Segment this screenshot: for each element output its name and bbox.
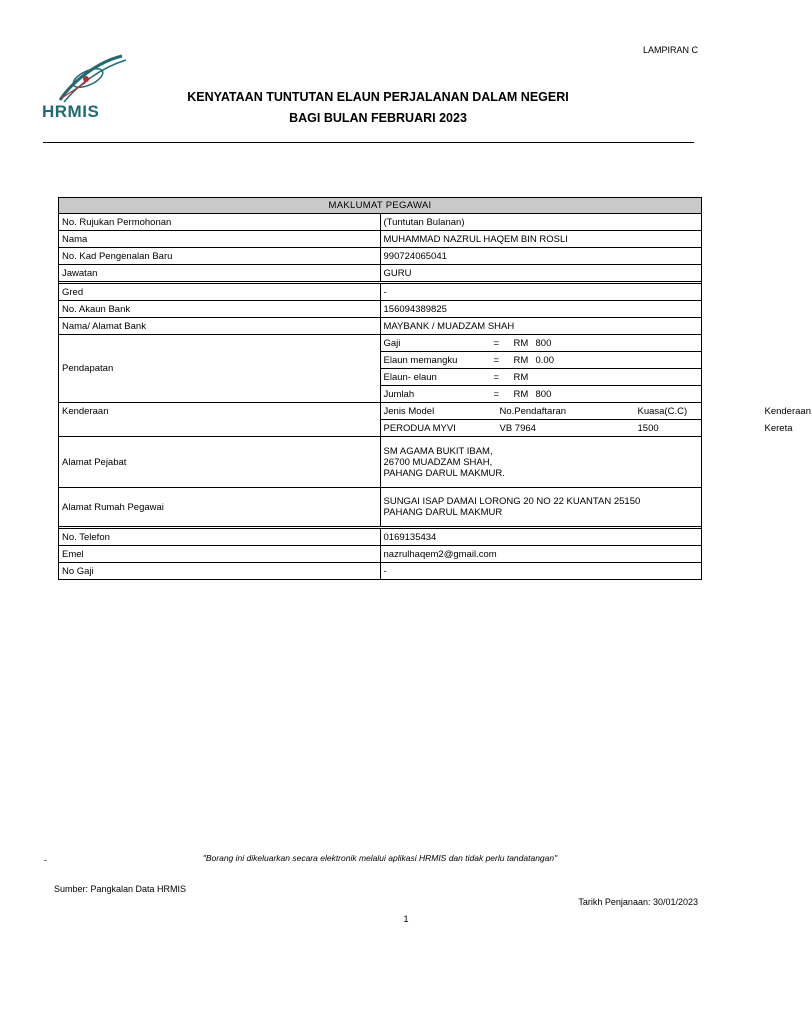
row-label: No. Rujukan Permohonan	[59, 214, 381, 231]
income-currency: RM	[513, 388, 529, 400]
income-currency: RM	[513, 371, 529, 383]
income-name: Elaun memangku	[383, 354, 458, 366]
vehicle-header-reg: No.Pendaftaran	[499, 405, 567, 417]
logo-text: HRMIS	[42, 102, 100, 121]
generated-date: Tarikh Penjanaan: 30/01/2023	[578, 897, 698, 907]
income-item	[380, 335, 702, 352]
electronic-form-note: "Borang ini dikeluarkan secara elektronik melalui aplikasi HRMIS dan tidak perlu tandatangan"	[202, 853, 558, 863]
office-address-row	[59, 437, 702, 488]
table-row	[59, 265, 702, 282]
home-address-value: SUNGAI ISAP DAMAI LORONG 20 NO 22 KUANTAN 25150 PAHANG DARUL MAKMUR	[380, 488, 702, 527]
header-divider	[43, 142, 694, 143]
row-label: Gred	[59, 284, 381, 301]
income-amount	[536, 372, 699, 383]
home-address-row	[59, 488, 702, 527]
table-row	[59, 214, 702, 231]
income-item	[380, 386, 702, 403]
income-label: Pendapatan	[59, 335, 381, 403]
footer-dash: -	[44, 855, 47, 865]
page-subtitle: BAGI BULAN FEBRUARI 2023	[289, 111, 467, 125]
row-value: (Tuntutan Bulanan)	[380, 214, 702, 231]
attachment-label: LAMPIRAN C	[642, 45, 698, 55]
table-section-title: MAKLUMAT PEGAWAI	[59, 198, 702, 214]
office-address-value: SM AGAMA BUKIT IBAM, 26700 MUADZAM SHAH, PAHANG DARUL MAKMUR.	[380, 437, 702, 488]
income-name: Jumlah	[383, 388, 415, 400]
row-label: No. Telefon	[59, 529, 381, 546]
vehicle-header-cc: Kuasa(C.C)	[637, 405, 688, 417]
income-name: Gaji	[383, 337, 401, 349]
table-row	[59, 546, 702, 563]
income-currency: RM	[513, 337, 529, 349]
table-row	[59, 318, 702, 335]
vehicle-header-type: Kenderaan	[764, 405, 811, 417]
row-label: No. Kad Pengenalan Baru	[59, 248, 381, 265]
table-row	[59, 284, 702, 301]
row-value: 0169135434	[380, 529, 702, 546]
income-eq: =	[493, 337, 500, 349]
row-value: nazrulhaqem2@gmail.com	[380, 546, 702, 563]
income-item	[380, 352, 702, 369]
income-row	[59, 335, 702, 352]
data-source: Sumber: Pangkalan Data HRMIS	[54, 884, 187, 894]
vehicle-label: Kenderaan	[59, 403, 381, 437]
income-name: Elaun- elaun	[383, 371, 437, 383]
row-label: Emel	[59, 546, 381, 563]
vehicle-reg: VB 7964	[499, 422, 536, 434]
officer-info-table	[58, 197, 811, 580]
vehicle-row	[59, 403, 702, 420]
row-label: Nama	[59, 231, 381, 248]
income-eq: =	[493, 371, 500, 383]
page-number: 1	[403, 914, 409, 924]
income-amount: 0.00	[535, 354, 554, 366]
row-value: -	[380, 284, 702, 301]
row-value: 990724065041	[380, 248, 702, 265]
table-row	[59, 529, 702, 546]
vehicle-model: PERODUA MYVI	[383, 422, 456, 434]
row-value: 156094389825	[380, 301, 702, 318]
vehicle-values	[380, 420, 793, 437]
table-row	[59, 563, 702, 580]
row-value: MAYBANK / MUADZAM SHAH	[380, 318, 702, 335]
row-value: -	[380, 563, 702, 580]
page-title: KENYATAAN TUNTUTAN ELAUN PERJALANAN DALAM NEGERI	[187, 90, 569, 104]
vehicle-headers	[380, 403, 811, 420]
row-label: Jawatan	[59, 265, 381, 282]
row-label: No. Akaun Bank	[59, 301, 381, 318]
vehicle-type: Kereta	[764, 422, 793, 434]
income-eq: =	[493, 354, 500, 366]
home-address-label: Alamat Rumah Pegawai	[59, 488, 381, 527]
table-row	[59, 301, 702, 318]
row-label: No Gaji	[59, 563, 381, 580]
income-amount: 800	[535, 388, 552, 400]
table-row	[59, 248, 702, 265]
office-address-label: Alamat Pejabat	[59, 437, 381, 488]
income-eq: =	[493, 388, 500, 400]
table-row	[59, 231, 702, 248]
income-item	[380, 369, 702, 386]
vehicle-cc: 1500	[637, 422, 659, 434]
row-value: GURU	[380, 265, 702, 282]
row-value: MUHAMMAD NAZRUL HAQEM BIN ROSLI	[380, 231, 702, 248]
income-currency: RM	[513, 354, 529, 366]
vehicle-header-model: Jenis Model	[383, 405, 435, 417]
row-label: Nama/ Alamat Bank	[59, 318, 381, 335]
income-amount: 800	[535, 337, 552, 349]
